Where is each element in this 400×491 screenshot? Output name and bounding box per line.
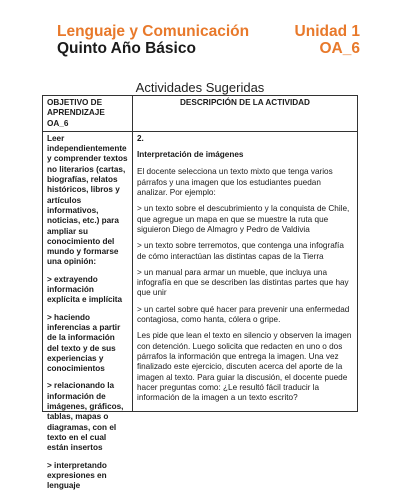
description-cell [133,131,358,411]
objective-column-header: OBJETIVO DE APRENDIZAJE OA_6 [43,96,133,132]
description-column-header: DESCRIPCIÓN DE LA ACTIVIDAD [133,96,358,132]
oa-label: OA_6 [295,40,360,58]
objective-statement: Leer independientemente y comprender textos no literarios (cartas, biografías, relatos históricos, libros y artículos informativos, noticias, etc.) para ampliar su conocimiento del mundo y formarse una opinión: [47,134,128,268]
table-header-row [43,96,358,132]
document-header-left [57,24,249,58]
objective-bullet: > relacionando la información de imágenes, gráficos, tablas, mapas o diagramas, con el texto en el cual están insertos [47,381,128,453]
activity-example: > un texto sobre el descubrimiento y la conquista de Chile, que agregue un mapa en que se muestre la ruta que siguieron Diego de Almagro y Pedro de Valdivia [137,204,353,235]
objective-bullet: > extrayendo información explícita e implícita [47,275,128,306]
activity-number: 2. [137,134,353,144]
subject-title: Lenguaje y Comunicación [57,24,249,40]
section-title: Actividades Sugeridas [0,80,400,95]
table-row [43,131,358,411]
activity-example: > un manual para armar un mueble, que incluya una infografía en que se describen las distintas partes que hay que unir [137,268,353,299]
activities-table [42,95,358,412]
activity-paragraph: Les pide que lean el texto en silencio y observen la imagen con detención. Luego solicita que redacten en uno o dos párrafos la información que entrega la imagen. Una vez finalizado este ejercicio, discuten acerca del aporte de la imagen al texto. Para guiar la discusión, el docente puede hacer preguntas como: ¿Le resultó fácil traducir la información de la imagen a un texto escrito? [137,331,353,403]
activity-example: > un cartel sobre qué hacer para prevenir una enfermedad contagiosa, como hanta, cólera o gripe. [137,305,353,326]
activity-subtitle: Interpretación de imágenes [137,150,353,160]
document-header-right [295,24,360,58]
objective-bullet: > interpretando expresiones en lenguaje [47,461,128,491]
unit-label: Unidad 1 [295,24,360,40]
grade-title: Quinto Año Básico [57,40,249,58]
objective-bullet: > haciendo inferencias a partir de la información del texto y de sus experiencias y conocimientos [47,313,128,375]
activity-example: > un texto sobre terremotos, que contenga una infografía de cómo interactúan las distintas capas de la Tierra [137,241,353,262]
activity-paragraph: El docente selecciona un texto mixto que tenga varios párrafos y una imagen que los estudiantes puedan analizar. Por ejemplo: [137,167,353,198]
objective-cell [43,131,133,411]
